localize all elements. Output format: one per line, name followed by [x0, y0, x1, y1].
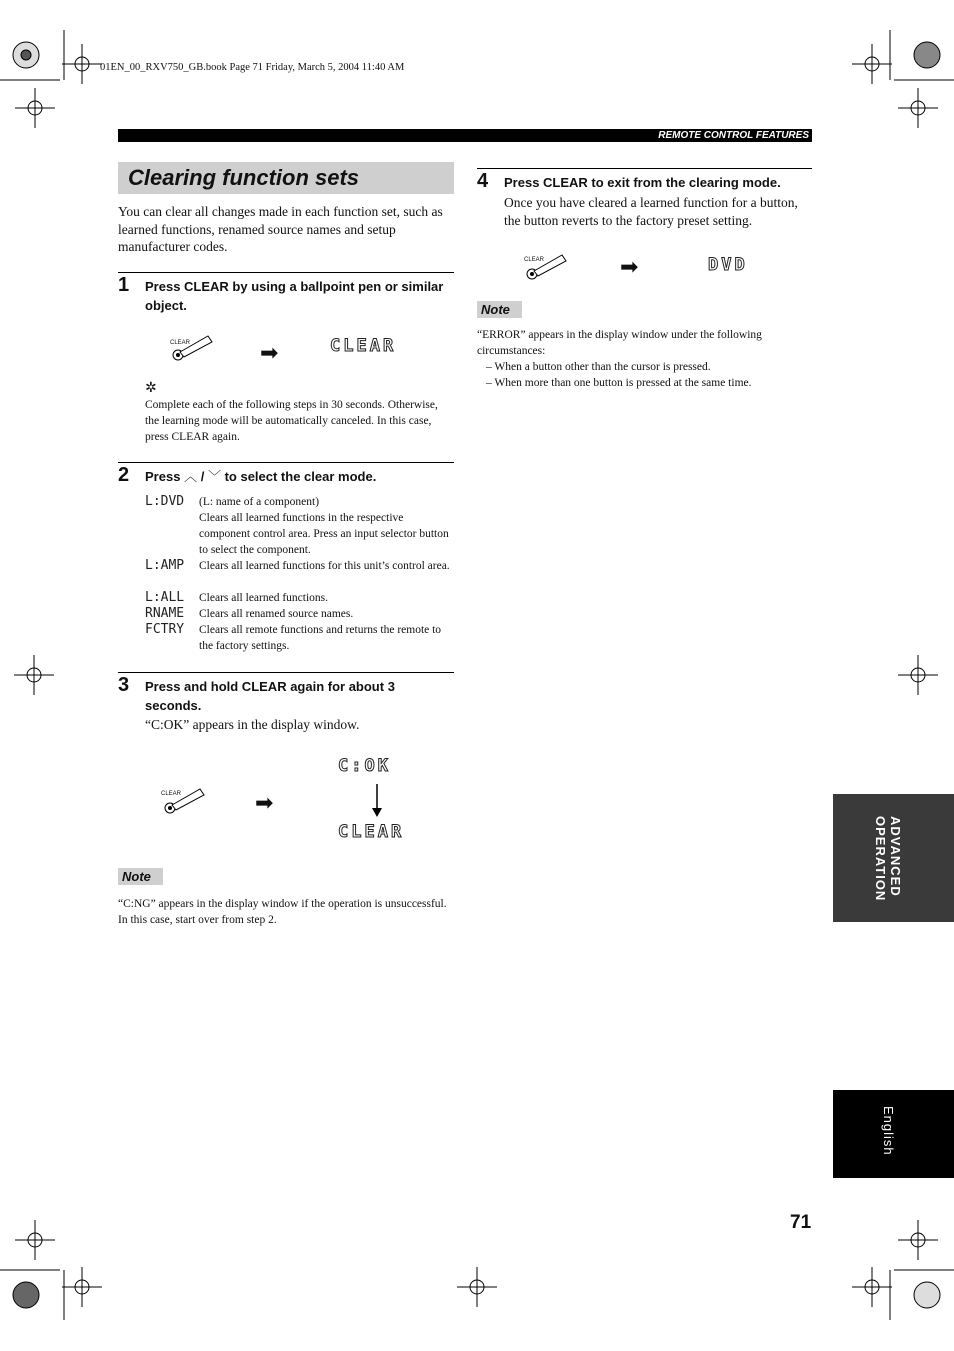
arrow-down-icon [370, 784, 384, 818]
down-arrow-icon: ﹀ [207, 469, 221, 484]
note-text: “C:NG” appears in the display window if the operation is unsuccessful. In this case, start over from step 2. [118, 898, 447, 926]
pen-press-icon [160, 783, 220, 817]
intro-text: You can clear all changes made in each function set, such as learned functions, renamed source names and setup manufacturer codes. [118, 204, 443, 254]
step-text: Press and hold CLEAR again for about 3 seconds. [145, 679, 395, 713]
list-item: – When a button other than the cursor is pressed. [486, 361, 711, 373]
tip-text: Complete each of the following steps in 30 seconds. Otherwise, the learning mode will be automatically canceled. In this case, press CLEAR again. [145, 399, 438, 443]
note-intro: “ERROR” appears in the display window under the following circumstances: [477, 329, 762, 357]
lcd-display: CLEAR [330, 336, 397, 356]
step-subtext: Once you have cleared a learned function for a button, the button reverts to the factory preset setting. [504, 195, 798, 228]
side-tab-english: English [833, 1090, 954, 1178]
step-number: 4 [477, 170, 489, 192]
clear-key-label: CLEAR [524, 257, 545, 263]
step-subtext: “C:OK” appears in the display window. [145, 717, 360, 732]
tip-icon: ✲ [145, 381, 157, 396]
pen-press-icon [522, 249, 582, 283]
note-label-box: Note [118, 868, 163, 885]
lcd-display: CLEAR [338, 822, 405, 842]
divider [118, 672, 454, 673]
divider [118, 272, 454, 273]
arrow-right-icon: ➡ [620, 254, 639, 279]
side-tab-advanced: ADVANCED OPERATION [833, 794, 954, 922]
step-text: Press ︿ / ﹀ to select the clear mode. [145, 469, 377, 484]
step-text: Press CLEAR by using a ballpoint pen or similar object. [145, 279, 444, 313]
arrow-right-icon: ➡ [260, 340, 279, 365]
divider [477, 168, 812, 169]
mode-list [145, 494, 455, 654]
step-number: 3 [118, 674, 130, 696]
clear-key-label: CLEAR [161, 791, 182, 797]
arrow-right-icon: ➡ [255, 790, 274, 815]
lcd-display: C:OK [338, 756, 391, 776]
step-number: 2 [118, 464, 130, 486]
list-item: L:AMP Clears all learned functions for this unit’s control area. [145, 558, 450, 573]
lcd-display: DVD [708, 255, 748, 275]
step-text: Press CLEAR to exit from the clearing mode. [504, 175, 781, 190]
step-number: 1 [118, 274, 130, 296]
page-number: 71 [790, 1212, 812, 1233]
divider [118, 462, 454, 463]
section-header-bar [118, 129, 812, 142]
book-info: 01EN_00_RXV750_GB.book Page 71 Friday, March 5, 2004 11:40 AM [100, 62, 405, 73]
list-item: RNAME Clears all renamed source names. [145, 606, 354, 621]
list-item: – When more than one button is pressed at the same time. [486, 377, 752, 389]
clear-key-label: CLEAR [170, 340, 191, 346]
up-arrow-icon: ︿ [184, 469, 198, 484]
section-header: REMOTE CONTROL FEATURES [658, 130, 809, 141]
list-item: L:DVD (L: name of a component) Clears all learned functions in the respective component control area. Press an input selector button to select the component. [145, 494, 449, 556]
title-box [118, 162, 454, 194]
note-label-box: Note [477, 301, 522, 318]
list-item: L:ALL Clears all learned functions. [145, 590, 329, 605]
page-title: Clearing function sets [128, 165, 360, 190]
list-item: FCTRY Clears all remote functions and returns the remote to the factory settings. [145, 622, 442, 652]
pen-press-icon [168, 330, 228, 364]
